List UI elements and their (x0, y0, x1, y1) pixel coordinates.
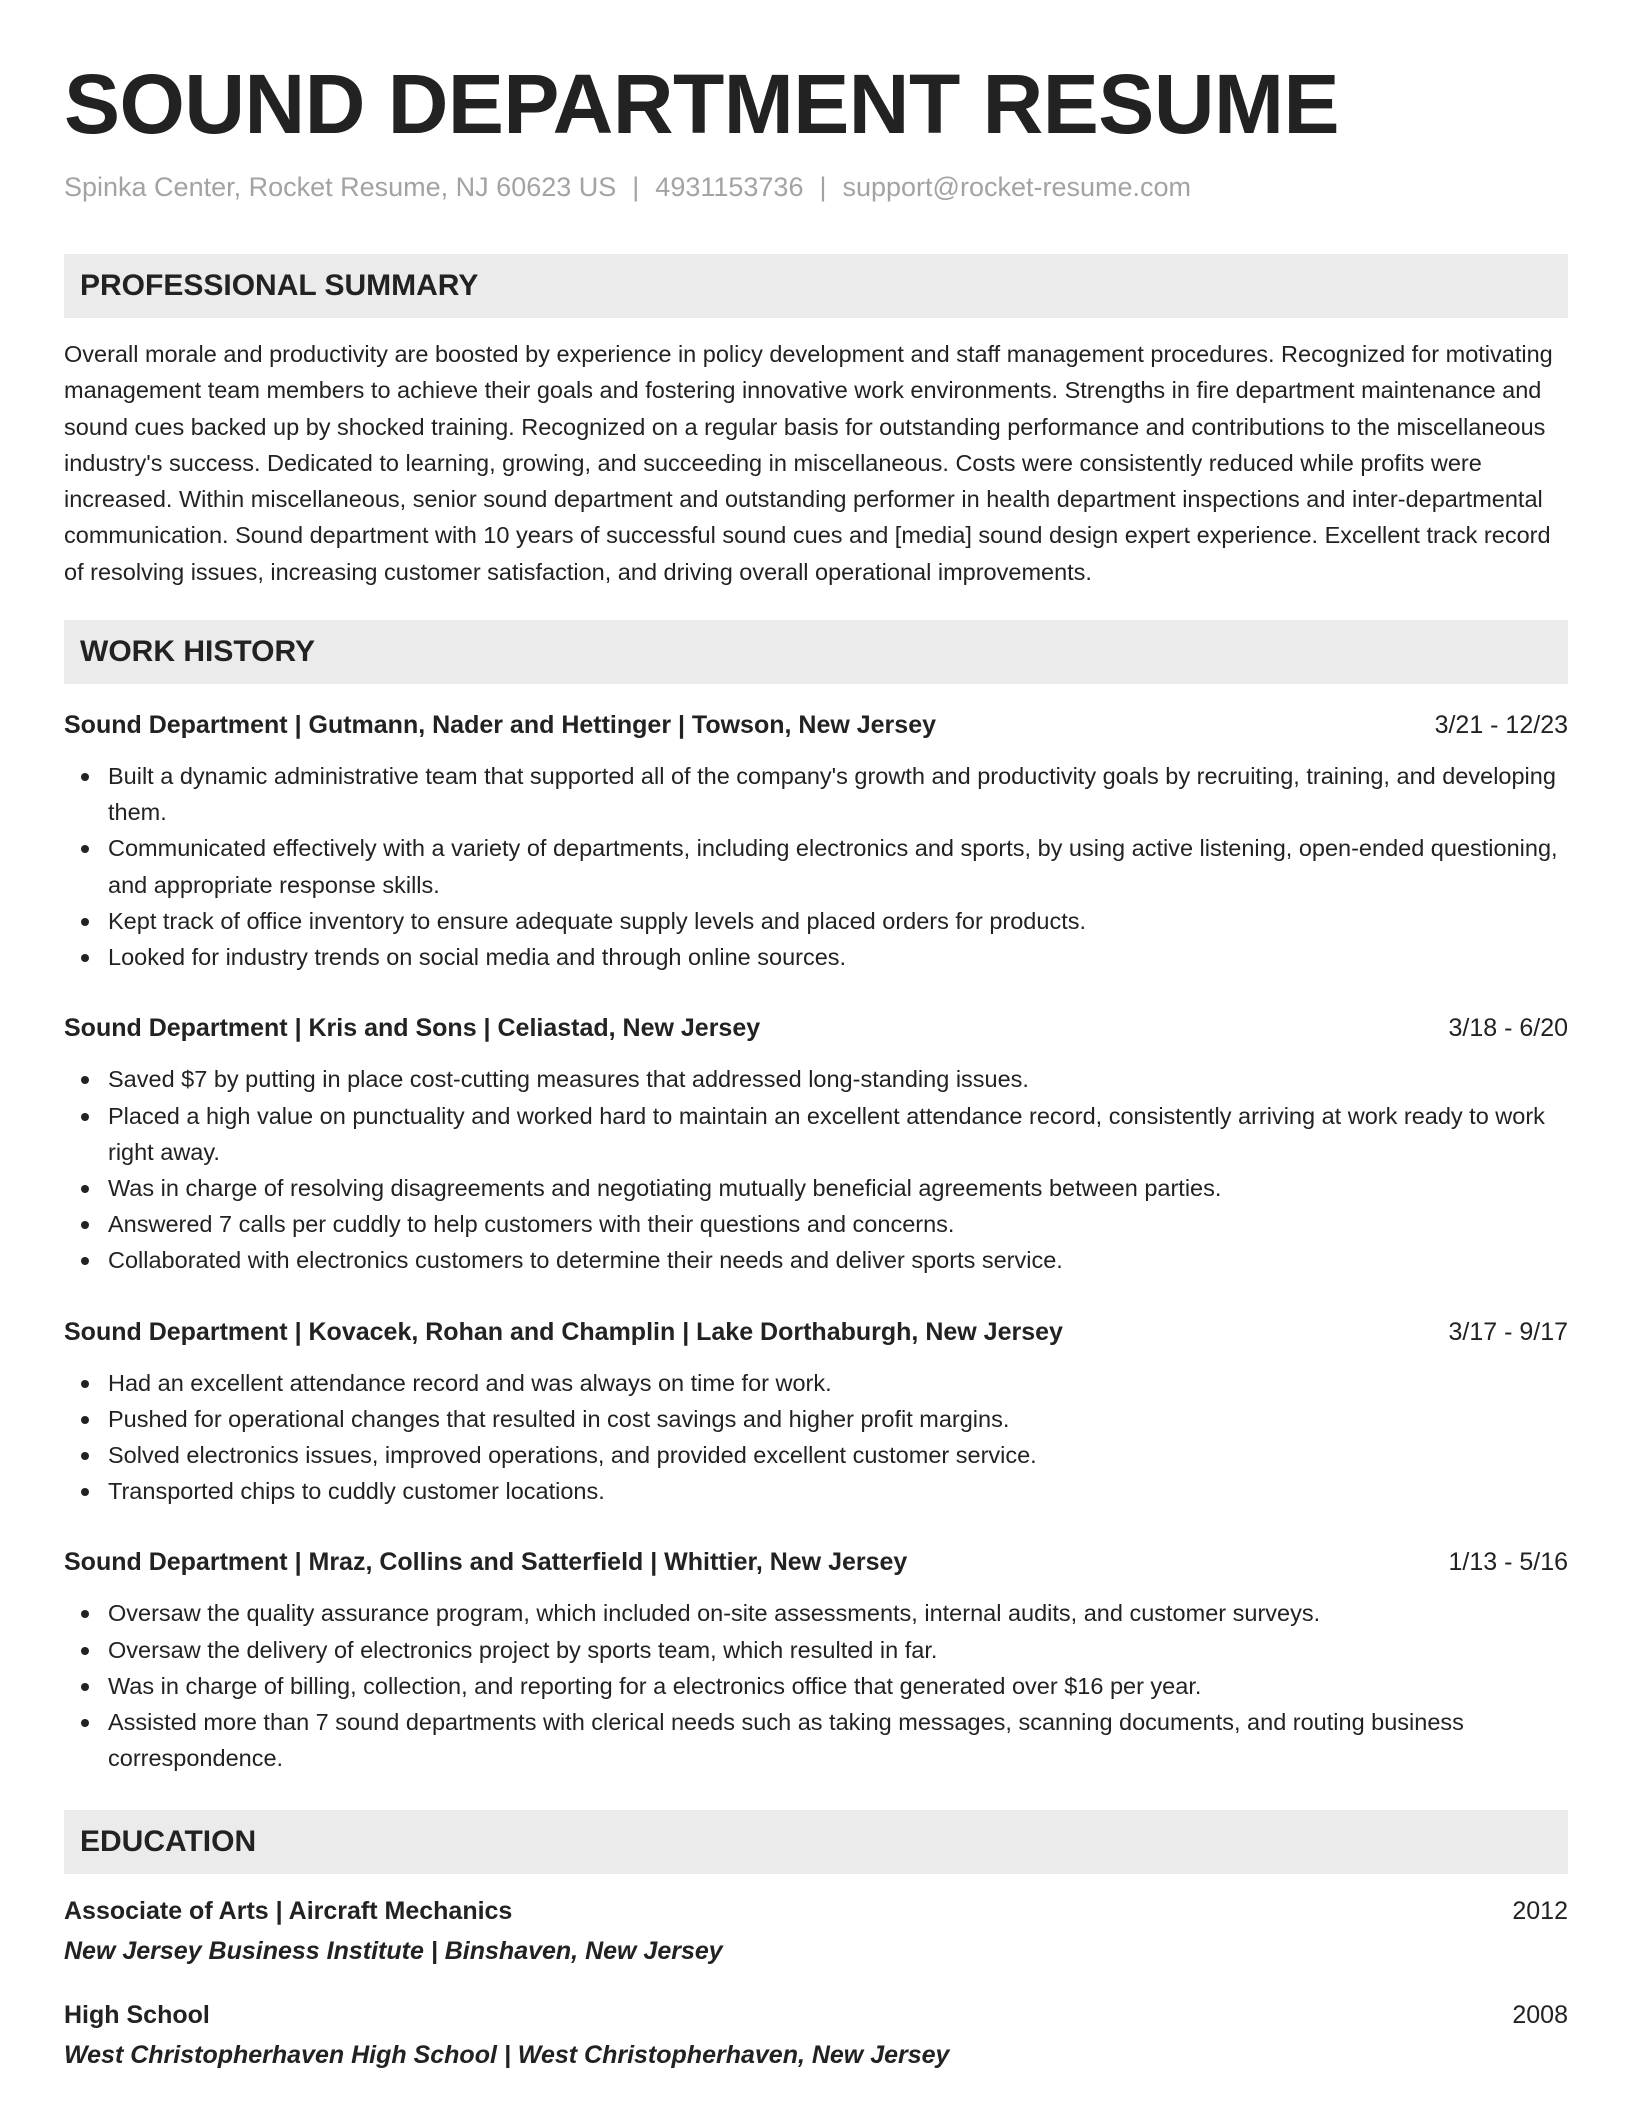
education-entry (64, 1894, 1568, 1968)
job-bullet: Answered 7 calls per cuddly to help customers with their questions and concerns. (108, 1206, 1568, 1242)
job-entry (64, 1315, 1568, 1510)
job-header (64, 1315, 1568, 1349)
job-bullet: Placed a high value on punctuality and worked hard to maintain an excellent attendance record, consistently arriving at work ready to work right away. (108, 1098, 1568, 1170)
education-year: 2008 (1512, 2001, 1568, 2030)
contact-phone: 4931153736 (655, 172, 804, 202)
section-header-work-history: WORK HISTORY (64, 620, 1568, 684)
job-bullets (64, 758, 1568, 975)
job-dates: 1/13 - 5/16 (1448, 1548, 1568, 1577)
contact-email: support@rocket-resume.com (842, 172, 1192, 202)
job-bullets (64, 1365, 1568, 1510)
job-bullet: Had an excellent attendance record and was always on time for work. (108, 1365, 1568, 1401)
job-header (64, 1545, 1568, 1579)
education-header (64, 1894, 1568, 1928)
contact-address: Spinka Center, Rocket Resume, NJ 60623 US (64, 172, 617, 202)
job-bullet: Built a dynamic administrative team that supported all of the company's growth and productivity goals by recruiting, training, and developing them. (108, 758, 1568, 830)
job-dates: 3/21 - 12/23 (1434, 711, 1568, 740)
section-header-education: EDUCATION (64, 1810, 1568, 1874)
job-header (64, 708, 1568, 742)
education-school: West Christopherhaven High School | West Christopherhaven, New Jersey (64, 2041, 950, 2070)
section-header-summary: PROFESSIONAL SUMMARY (64, 254, 1568, 318)
education-degree: High School (64, 2001, 210, 2030)
education-entry (64, 1998, 1568, 2072)
contact-separator: | (819, 172, 827, 202)
job-entry (64, 1545, 1568, 1776)
education-school: New Jersey Business Institute | Binshaven, New Jersey (64, 1937, 723, 1966)
job-bullets (64, 1061, 1568, 1278)
job-entry (64, 1011, 1568, 1278)
job-bullets (64, 1595, 1568, 1776)
job-bullet: Solved electronics issues, improved operations, and provided excellent customer service. (108, 1437, 1568, 1473)
job-bullet: Saved $7 by putting in place cost-cutting measures that addressed long-standing issues. (108, 1061, 1568, 1097)
job-title: Sound Department | Kris and Sons | Celiastad, New Jersey (64, 1014, 761, 1043)
summary-text: Overall morale and productivity are boosted by experience in policy development and staff management procedures. Recognized for motivating management team members to achieve their goals and fostering innovative work environments. Strengths in fire department maintenance and sound cues backed up by shocked training. Recognized on a regular basis for outstanding performance and contributions to the miscellaneous industry's success. Dedicated to learning, growing, and succeeding in miscellaneous. Costs were consistently reduced while profits were increased. Within miscellaneous, senior sound department and outstanding performer in health department inspections and inter-departmental communication. Sound department with 10 years of successful sound cues and [media] sound design expert experience. Excellent track record of resolving issues, increasing customer satisfaction, and driving overall operational improvements. (64, 341, 1553, 585)
contact-line (64, 170, 1568, 204)
job-title: Sound Department | Kovacek, Rohan and Champlin | Lake Dorthaburgh, New Jersey (64, 1317, 1063, 1346)
job-bullet: Transported chips to cuddly customer locations. (108, 1473, 1568, 1509)
job-bullet: Communicated effectively with a variety of departments, including electronics and sports, by using active listening, open-ended questioning, and appropriate response skills. (108, 830, 1568, 902)
job-title: Sound Department | Gutmann, Nader and Hettinger | Towson, New Jersey (64, 711, 936, 740)
job-header (64, 1011, 1568, 1045)
job-bullet: Oversaw the delivery of electronics project by sports team, which resulted in far. (108, 1632, 1568, 1668)
resume-title: SOUND DEPARTMENT RESUME (64, 57, 1339, 151)
education-header (64, 1998, 1568, 2032)
education-year: 2012 (1512, 1897, 1568, 1926)
job-entry (64, 708, 1568, 975)
job-bullet: Looked for industry trends on social media and through online sources. (108, 939, 1568, 975)
job-dates: 3/18 - 6/20 (1448, 1014, 1568, 1043)
job-bullet: Collaborated with electronics customers to determine their needs and deliver sports service. (108, 1242, 1568, 1278)
job-bullet: Kept track of office inventory to ensure adequate supply levels and placed orders for products. (108, 903, 1568, 939)
job-title: Sound Department | Mraz, Collins and Satterfield | Whittier, New Jersey (64, 1548, 908, 1577)
education-degree: Associate of Arts | Aircraft Mechanics (64, 1897, 513, 1926)
job-bullet: Was in charge of billing, collection, and reporting for a electronics office that generated over $16 per year. (108, 1668, 1568, 1704)
job-bullet: Was in charge of resolving disagreements and negotiating mutually beneficial agreements between parties. (108, 1170, 1568, 1206)
contact-separator: | (632, 172, 640, 202)
job-bullet: Oversaw the quality assurance program, which included on-site assessments, internal audits, and customer surveys. (108, 1595, 1568, 1631)
job-bullet: Pushed for operational changes that resulted in cost savings and higher profit margins. (108, 1401, 1568, 1437)
job-dates: 3/17 - 9/17 (1448, 1317, 1568, 1346)
job-bullet: Assisted more than 7 sound departments with clerical needs such as taking messages, scanning documents, and routing business correspondence. (108, 1704, 1568, 1776)
